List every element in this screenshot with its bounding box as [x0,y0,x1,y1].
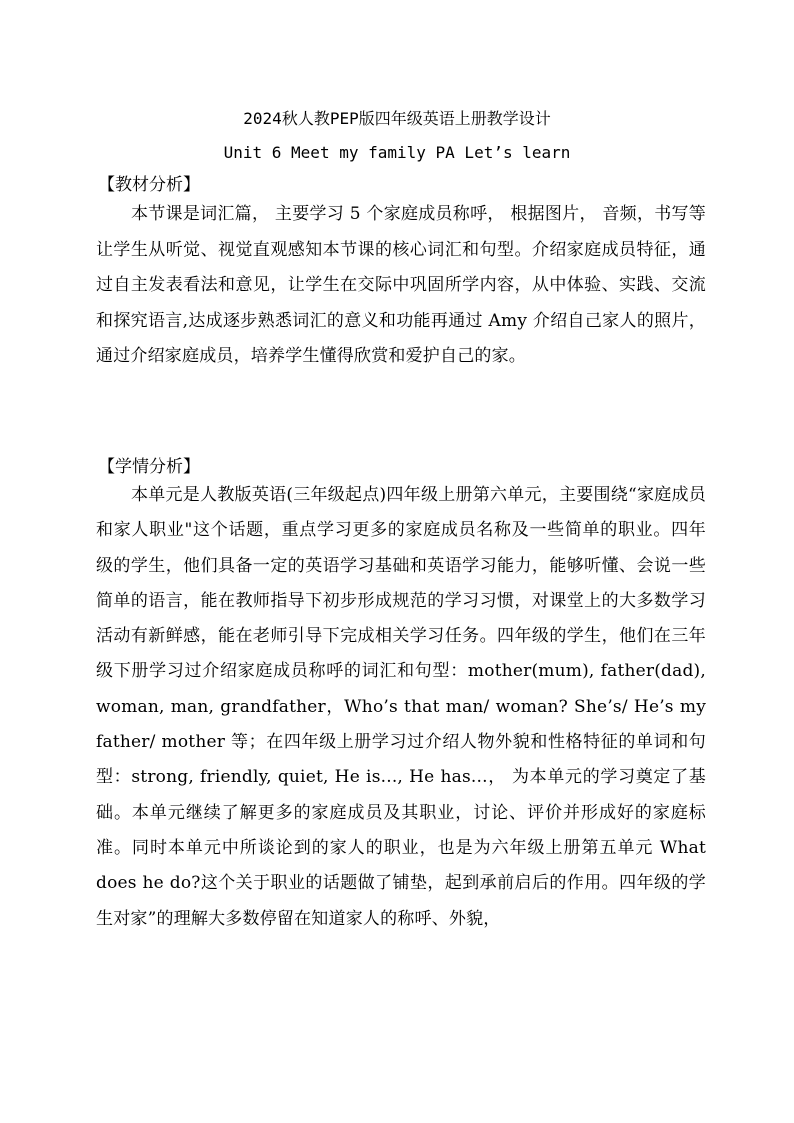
section-paragraph-learner-analysis: 本单元是人教版英语(三年级起点)四年级上册第六单元，主要围绕“家庭成员和家人职业"这个话题，重点学习更多的家庭成员名称及一些简单的职业。四年级的学生，他们具备一定的英语学习基础和英语学习能力，能够听懂、会说一些简单的语言，能在教师指导下初步形成规范的学习习惯，对课堂上的大多数学习活动有新鲜感，能在老师引导下完成相关学习任务。四年级的学生，他们在三年级下册学习过介绍家庭成员称呼的词汇和句型：mother(mum), father(dad), woman, man, grandfather，Who’s that man/ woman? She’s/ He’s my father/ mother 等；在四年级上册学习过介绍人物外貌和性格特征的单词和句型：strong, friendly, quiet, He is..., He has...， 为本单元的学习奠定了基础。本单元继续了解更多的家庭成员及其职业，讨论、评价并形成好的家庭标准。同时本单元中所谈论到的家人的职业，也是为六年级上册第五单元 What does he do?这个关于职业的话题做了铺垫，起到承前启后的作用。四年级的学生对家”的理解大多数停留在知道家人的称呼、外貌， [96,485,706,929]
section-heading-textbook-analysis: 【教材分析】 [98,175,200,195]
document-title: 2024秋人教PEP版四年级英语上册教学设计 [243,109,551,128]
section-heading-learner-analysis: 【学情分析】 [98,457,200,477]
document-subtitle: Unit 6 Meet my family PA Let’s learn [223,143,571,162]
section-paragraph-textbook-analysis: 本节课是词汇篇， 主要学习 5 个家庭成员称呼， 根据图片， 音频，书写等让学生从听觉、视觉直观感知本节课的核心词汇和句型。介绍家庭成员特征，通过自主发表看法和意见，让学生在交际中巩固所学内容，从中体验、实践、交流和探究语言,达成逐步熟悉词汇的意义和功能再通过 Amy 介绍自己家人的照片， 通过介绍家庭成员，培养学生懂得欣赏和爱护自己的家。 [96,204,706,366]
